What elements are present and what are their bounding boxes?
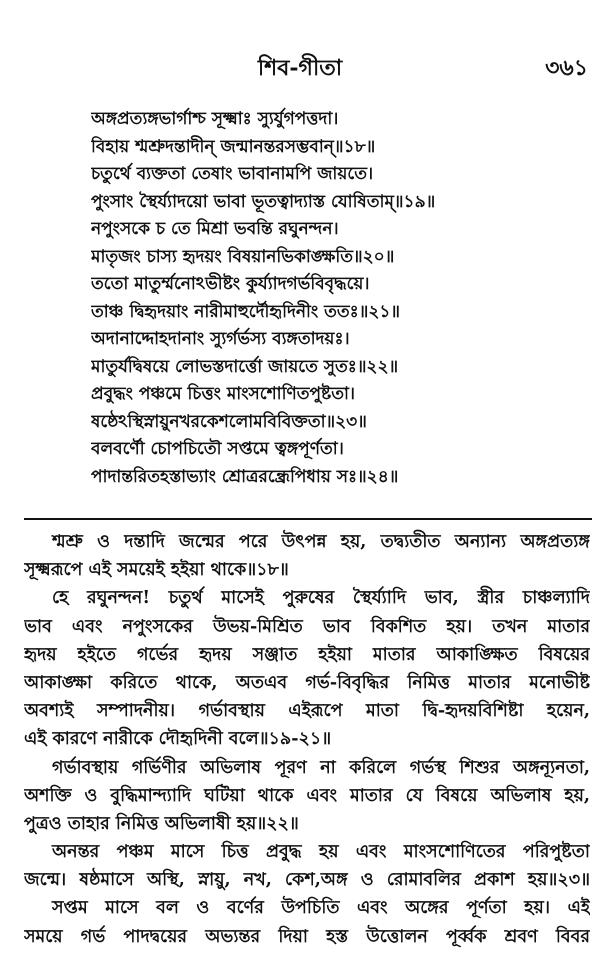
commentary-line: ভাব এবং নপুংসকের উভয়-মিশ্রিত ভাব বিকশিত হয়। তখন মাতার	[24, 616, 590, 637]
verse-line: পুংসাং স্থৈর্য্যাদয়ো ভাবা ভূতত্বাদ্যাস্ত যোষিতাম্‌॥১৯॥	[91, 191, 436, 212]
verse-line: অদানাদ্দোহদানাং স্যুর্গর্ভস্য ব্যঙ্গতাদয়ঃ।	[91, 329, 350, 349]
verse-line: বিহায় শ্মশ্রুদন্তাদীন্ জন্মানন্তরসম্ভবান্‌॥১৮॥	[91, 136, 376, 157]
verse-line: চতুর্থে ব্যক্ততা তেষাং ভাবানামপি জায়তে।	[91, 164, 374, 184]
bengali-commentary	[24, 528, 590, 951]
commentary-line: সময়ে গর্ভ পাদদ্বয়ের অভ্যন্তর দিয়া হস্ত উত্তোলন পূর্ব্বক শ্রবণ বিবর	[24, 926, 590, 947]
commentary-line: সূক্ষ্মরূপে এই সময়েই হইয়া থাকে॥১৮॥	[24, 560, 289, 581]
commentary-line: সপ্তম মাসে বল ও বর্ণের উপচিতি এবং অঙ্গের পূর্ণতা হয়। এই	[52, 898, 590, 919]
verse-line: ষষ্ঠেঽস্থিস্নায়ুনখরকেশলোমবিবিক্ততা॥২৩॥	[91, 411, 367, 432]
commentary-line: গর্ভাবস্থায় গর্ভিণীর অভিলাষ পূরণ না করিলে গর্ভস্থ শিশুর অঙ্গন্যূনতা,	[52, 757, 590, 778]
commentary-line: আকাঙ্ক্ষা করিতে থাকে, অতএব গর্ভ-বিবৃদ্ধির নিমিত্ত মাতার মনোভীষ্ট	[24, 672, 590, 693]
commentary-line: অনন্তর পঞ্চম মাসে চিত্ত প্রবুদ্ধ হয় এবং মাংসশোণিতের পরিপুষ্টতা	[52, 842, 590, 863]
verse-line: বলবর্ণৌ চোপচিতৌ সপ্তমে ত্বঙ্গপূর্ণতা।	[91, 439, 344, 459]
running-title: শিব-গীতা	[257, 55, 343, 81]
commentary-line: জন্মে। ষষ্ঠমাসে অস্থি, স্নায়ু, নখ, কেশ,অঙ্গ ও রোমাবলির প্রকাশ হয়॥২৩॥	[24, 870, 590, 891]
section-divider	[24, 518, 592, 520]
page-header	[0, 48, 600, 88]
verse-line: নপুংসকে চ তে মিশ্রা ভবন্তি রঘুনন্দন।	[91, 219, 339, 239]
commentary-line: এই কারণে নারীকে দৌহৃদিনী বলে॥১৯-২১॥	[24, 729, 332, 750]
verse-line: মাতুর্যদ্বিষয়ে লোভস্তদার্ত্তো জায়তে সুতঃ॥২২॥	[91, 356, 399, 377]
commentary-line: অশক্তি ও বুদ্ধিমান্দ্যাদি ঘটিয়া থাকে এবং মাতার যে বিষয়ে অভিলাষ হয়,	[24, 785, 590, 806]
page-number: ৩৬১	[545, 55, 588, 81]
commentary-line: হে রঘুনন্দন! চতুর্থ মাসেই পুরুষের স্থৈর্য্যাদি ভাব, স্ত্রীর চাঞ্চল্যাদি	[52, 588, 590, 609]
commentary-line: হৃদয় হইতে গর্ভের হৃদয় সঞ্জাত হইয়া মাতার আকাঙ্ক্ষিত বিষয়ের	[24, 644, 590, 665]
sanskrit-verses	[91, 106, 591, 491]
verse-line: মাতৃজং চাস্য হৃদয়ং বিষয়ানভিকাঙ্ক্ষতি॥২০॥	[91, 246, 395, 267]
commentary-line: শ্মশ্রু ও দন্তাদি জন্মের পরে উৎপন্ন হয়, তদ্ব্যতীত অন্যান্য অঙ্গপ্রত্যঙ্গ	[52, 532, 590, 552]
verse-line: তাঞ্চ দ্বিহৃদয়াং নারীমাহুর্দৌহৃদিনীং ততঃ॥২১॥	[91, 301, 401, 322]
commentary-line: পুত্রও তাহার নিমিত্ত অভিলাষী হয়॥২২॥	[24, 813, 299, 834]
verse-line: অঙ্গপ্রত্যঙ্গভার্গাশ্চ সূক্ষ্মাঃ স্যুর্যুগপত্তদা।	[91, 109, 339, 129]
commentary-line: অবশ্যই সম্পাদনীয়। গর্ভাবস্থায় এইরূপে মাতা দ্বি-হৃদয়বিশিষ্টা হয়েন,	[24, 701, 590, 722]
verse-line: প্রবুদ্ধং পঞ্চমে চিত্তং মাংসশোণিতপুষ্টতা।	[91, 384, 356, 404]
verse-line: পাদান্তরিতহস্তাভ্যাং শ্রোত্ররন্ধ্রেপিধায় সঃ॥২৪॥	[91, 466, 399, 487]
verse-line: ততো মাতুর্ম্মনোঽভীষ্টং কুর্য্যাদগর্ভবিবৃদ্ধয়ে।	[91, 274, 370, 294]
